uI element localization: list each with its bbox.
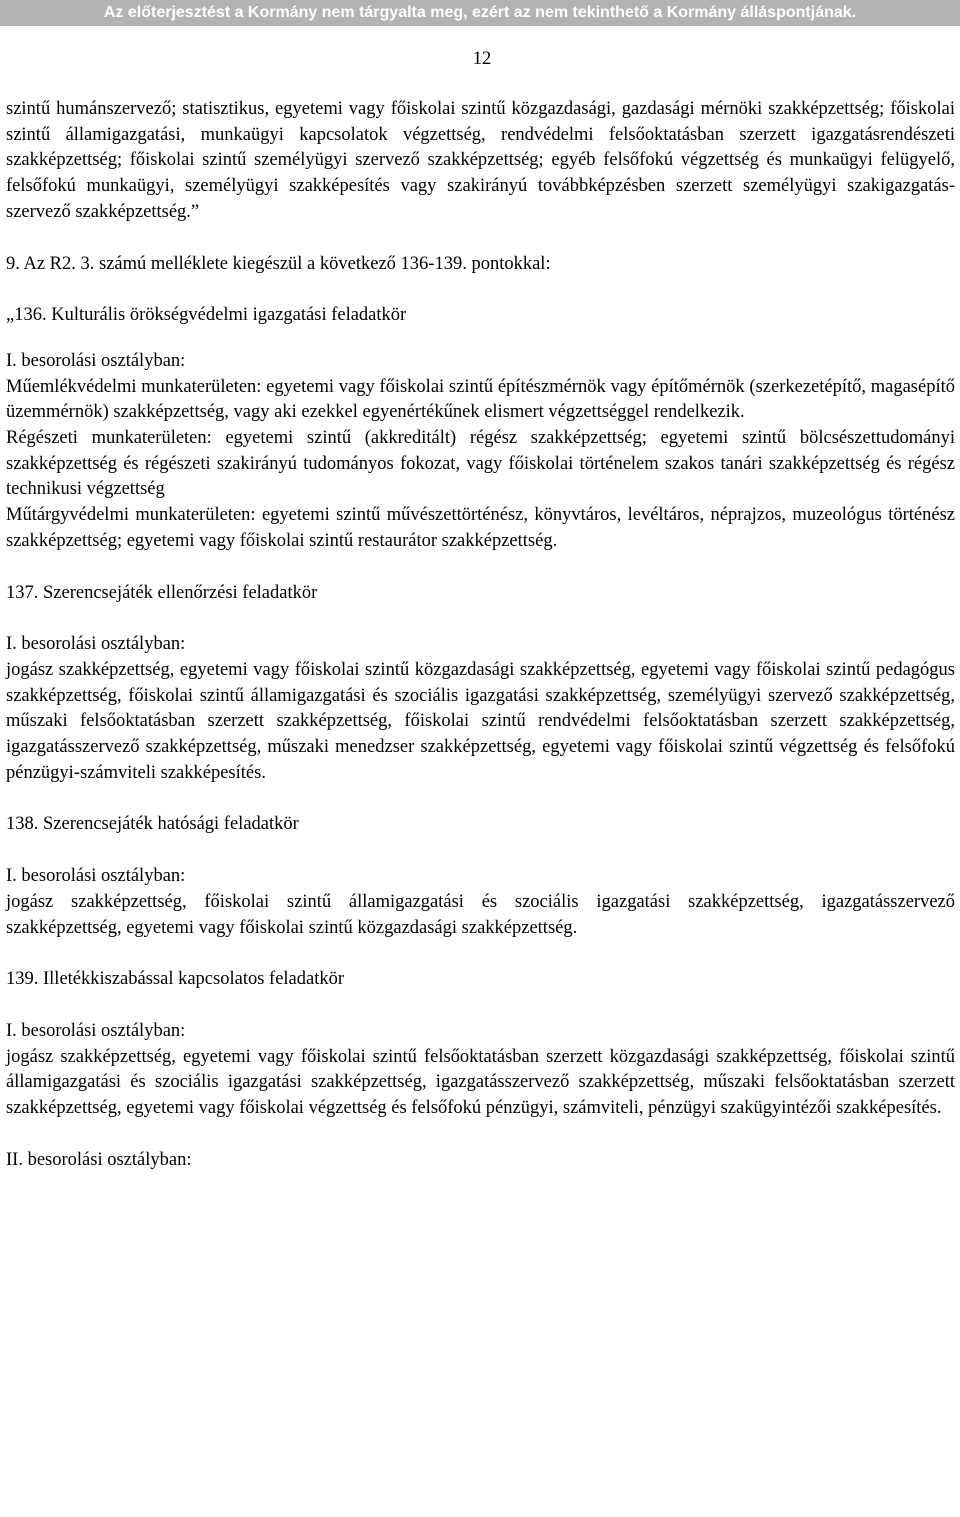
section-136-class-label: I. besorolási osztályban: bbox=[6, 350, 186, 371]
section-139-body: jogász szakképzettség, egyetemi vagy főiskolai szintű felsőoktatásban szerzett közgazdasági szakképzettség, főiskolai szintű államigazgatási és szociális igazgatási szakképzettség, igazgatásszervező szakképzettség, műszaki felsőoktatásban szerzett szakképzettség, egyetemi vagy főiskolai végzettség és felsőfokú pénzügyi, számviteli, pénzügyi szakügyintézői szakképesítés. bbox=[6, 1046, 955, 1119]
section-138-class-label: I. besorolási osztályban: bbox=[6, 866, 186, 887]
amendment-point-9: 9. Az R2. 3. számú melléklete kiegészül a következő 136-139. pontokkal: bbox=[6, 253, 551, 274]
section-136-archaeology-paragraph: Régészeti munkaterületen: egyetemi szintű (akkreditált) régész szakképzettség; egyetemi szintű bölcsészettudományi szakképzettség és régészeti szakirányú tudományos fokozat, vagy főiskolai történelem szakos tanári szakképzettség és régész technikusi végzettség bbox=[6, 428, 955, 500]
section-136-artwork-paragraph: Műtárgyvédelmi munkaterületen: egyetemi szintű művészettörténész, könyvtáros, levéltáros, néprajzos, muzeológus történész szakképzettség; egyetemi vagy főiskolai szintű restaurátor szakképzettség. bbox=[6, 505, 955, 551]
section-138-title: 138. Szerencsejáték hatósági feladatkör bbox=[6, 814, 299, 835]
section-137-title: 137. Szerencsejáték ellenőrzési feladatkör bbox=[6, 582, 318, 603]
section-139-title: 139. Illetékkiszabással kapcsolatos feladatkör bbox=[6, 969, 345, 990]
page-number: 12 bbox=[472, 49, 492, 69]
section-139-class-label: I. besorolási osztályban: bbox=[6, 1020, 186, 1041]
section-137-body: jogász szakképzettség, egyetemi vagy főiskolai szintű közgazdasági szakképzettség, egyetemi vagy főiskolai szintű pedagógus szakképzettség, főiskolai szintű államigazgatási és szociális igazgatási szakképzettség, személyügyi szervező szakképzettség, műszaki felsőoktatásban szerzett szakképzettség, főiskolai szintű rendvédelmi felsőoktatásban szerzett szakképzettség, igazgatásszervező szakképzettség, műszaki menedzser szakképzettség, egyetemi vagy főiskolai szintű végzettség és felsőfokú pénzügyi-számviteli szakképesítés. bbox=[6, 659, 955, 783]
document-body bbox=[6, 97, 955, 1174]
section-139-class-label-2: II. besorolási osztályban: bbox=[6, 1149, 192, 1170]
intro-paragraph: szintű humánszervező; statisztikus, egyetemi vagy főiskolai szintű közgazdasági, gazdasági mérnöki szakképzettség; főiskolai szintű államigazgatási, munkaügyi kapcsolatok végzettség, rendvédelmi felsőoktatásban szerzett igazgatásrendészeti szakképzettség; főiskolai szintű személyügyi szervező szakképzettség; egyéb felsőfokú végzettség és munkaügyi felügyelő, felsőfokú munkaügyi, személyügyi szakképesítés vagy szakirányú továbbképzésben szerzett személyügyi szakigazgatás-szervező szakképzettség.” bbox=[6, 99, 955, 222]
section-136-title: „136. Kulturális örökségvédelmi igazgatási feladatkör bbox=[6, 305, 407, 326]
section-137-class-label: I. besorolási osztályban: bbox=[6, 634, 186, 655]
watermark-banner: Az előterjesztést a Kormány nem tárgyalta meg, ezért az nem tekinthető a Kormány álláspontjának. bbox=[0, 0, 960, 26]
section-136-monument-paragraph: Műemlékvédelmi munkaterületen: egyetemi vagy főiskolai szintű építészmérnök vagy építőmérnök (szerkezetépítő, magasépítő üzemmérnök) szakképzettség, vagy aki ezekkel egyenértékűnek elismert végzettséggel rendelkezik. bbox=[6, 376, 955, 423]
section-138-body: jogász szakképzettség, főiskolai szintű államigazgatási és szociális igazgatási szakképzettség, igazgatásszervező szakképzettség, egyetemi vagy főiskolai szintű közgazdasági szakképzettség. bbox=[6, 891, 955, 938]
